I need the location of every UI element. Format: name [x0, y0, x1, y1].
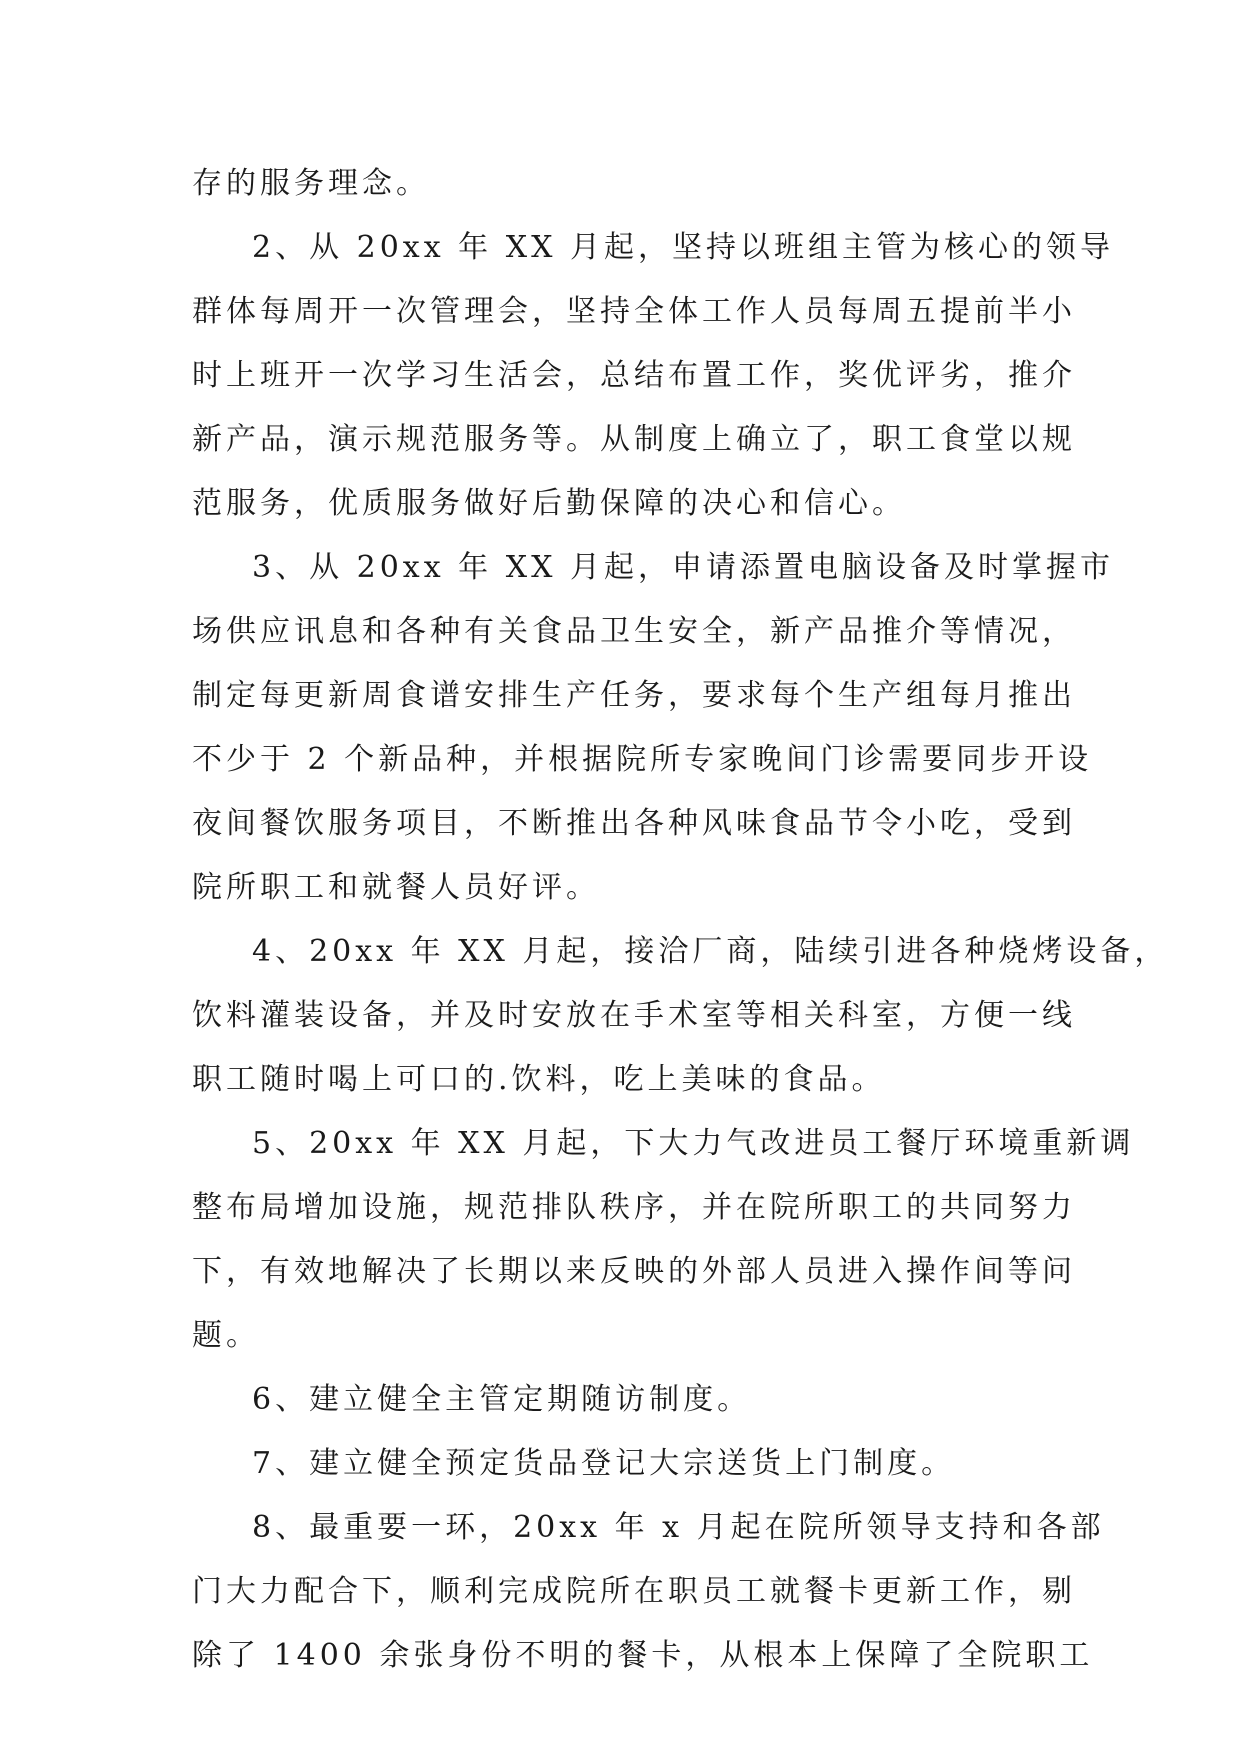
text-line: 存的服务理念。 — [192, 166, 430, 201]
text-line: 题。 — [192, 1318, 260, 1353]
text-line: 除了 1400 余张身份不明的餐卡，从根本上保障了全院职工 — [192, 1638, 1094, 1673]
text-line: 职工随时喝上可口的.饮料，吃上美味的食品。 — [192, 1062, 886, 1097]
text-line: 制定每更新周食谱安排生产任务，要求每个生产组每月推出 — [192, 678, 1076, 713]
document-body — [192, 152, 1169, 1688]
text-line: 4、20xx 年 XX 月起，接洽厂商，陆续引进各种烧烤设备， — [252, 934, 1169, 969]
text-line: 6、建立健全主管定期随访制度。 — [252, 1382, 752, 1417]
text-line: 新产品，演示规范服务等。从制度上确立了，职工食堂以规 — [192, 422, 1076, 457]
text-line: 下，有效地解决了长期以来反映的外部人员进入操作间等问 — [192, 1254, 1076, 1289]
text-line: 2、从 20xx 年 XX 月起，坚持以班组主管为核心的领导 — [252, 230, 1114, 265]
text-line: 时上班开一次学习生活会，总结布置工作，奖优评劣，推介 — [192, 358, 1076, 393]
text-line: 整布局增加设施，规范排队秩序，并在院所职工的共同努力 — [192, 1190, 1076, 1225]
text-line: 范服务，优质服务做好后勤保障的决心和信心。 — [192, 486, 906, 521]
text-line: 夜间餐饮服务项目，不断推出各种风味食品节令小吃，受到 — [192, 806, 1076, 841]
text-line: 门大力配合下，顺利完成院所在职员工就餐卡更新工作，剔 — [192, 1574, 1076, 1609]
text-line: 7、建立健全预定货品登记大宗送货上门制度。 — [252, 1446, 956, 1481]
text-line: 场供应讯息和各种有关食品卫生安全，新产品推介等情况， — [192, 614, 1076, 649]
text-line: 不少于 2 个新品种，并根据院所专家晚间门诊需要同步开设 — [192, 742, 1093, 777]
text-line: 院所职工和就餐人员好评。 — [192, 870, 600, 905]
text-line: 8、最重要一环，20xx 年 x 月起在院所领导支持和各部 — [252, 1510, 1105, 1545]
text-line: 群体每周开一次管理会，坚持全体工作人员每周五提前半小 — [192, 294, 1076, 329]
text-line: 饮料灌装设备，并及时安放在手术室等相关科室，方便一线 — [192, 998, 1076, 1033]
text-line: 5、20xx 年 XX 月起，下大力气改进员工餐厅环境重新调 — [252, 1126, 1135, 1161]
text-line: 3、从 20xx 年 XX 月起，申请添置电脑设备及时掌握市 — [252, 550, 1114, 585]
